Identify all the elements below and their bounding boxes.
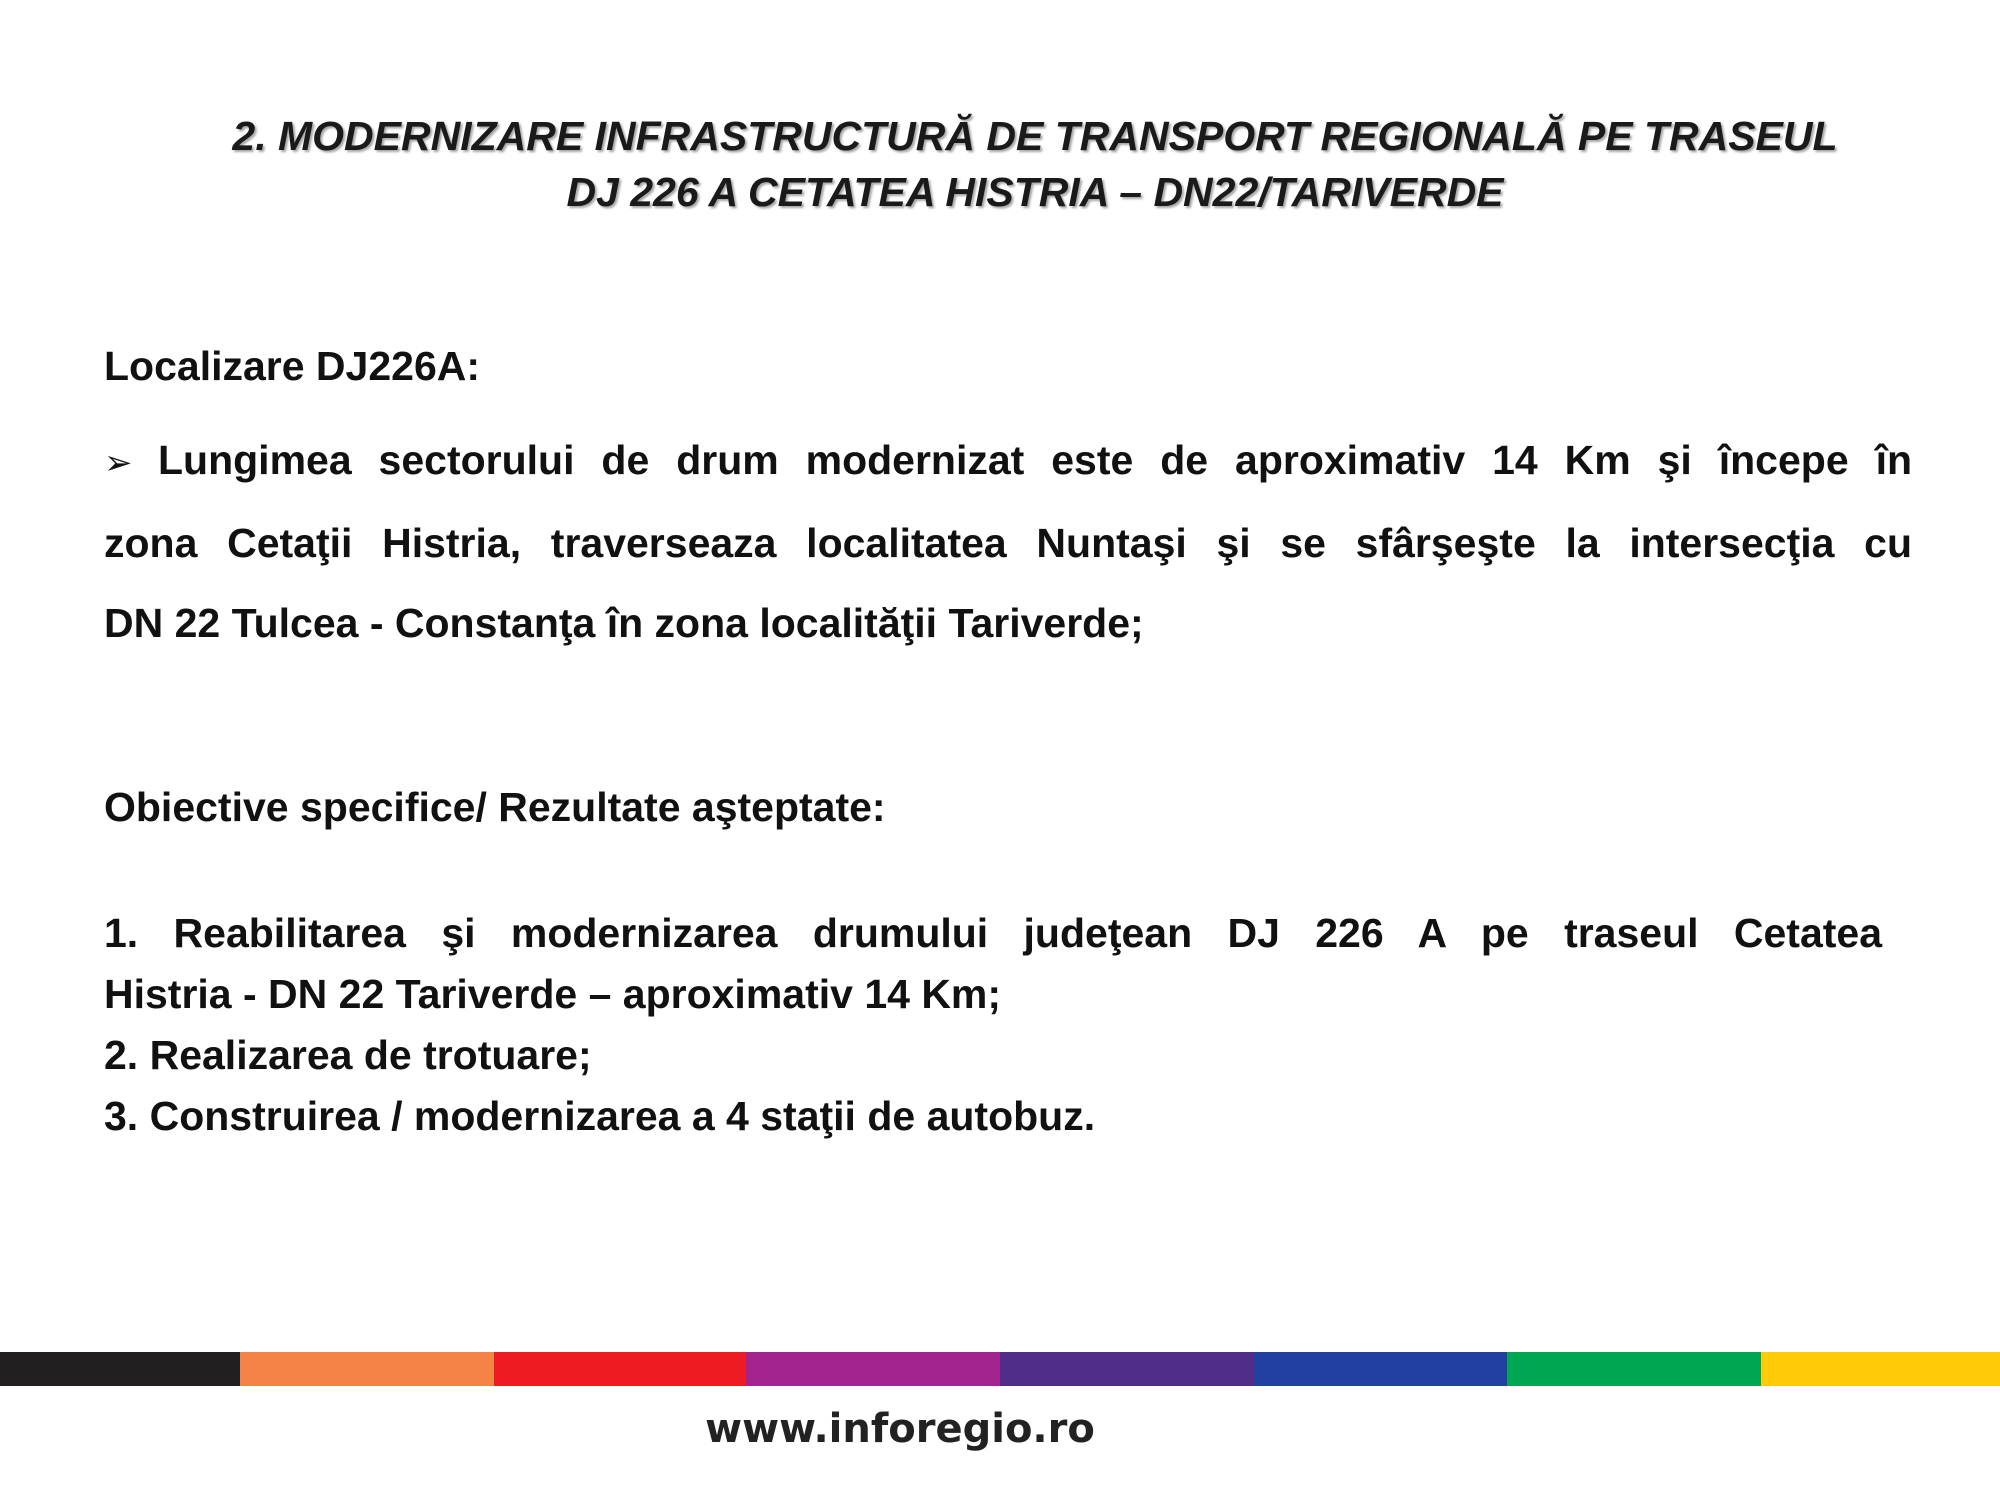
obiective-heading: Obiective specifice/ Rezultate aşteptate:	[104, 784, 886, 830]
color-bar-segment-yellow	[1761, 1352, 2000, 1386]
obiective-item-1-line-1: 1. Reabilitarea şi modernizarea drumului judeţean DJ 226 A pe traseul Cetatea	[104, 910, 1882, 956]
color-bar-segment-green	[1507, 1352, 1761, 1386]
localizare-heading: Localizare DJ226A:	[104, 343, 481, 389]
obiective-item-1-line-2: Histria - DN 22 Tariverde – aproximativ 14 Km;	[104, 971, 1002, 1017]
obiective-item-2: 2. Realizarea de trotuare;	[104, 1032, 592, 1078]
footer-website-url: www.inforegio.ro	[705, 1406, 1095, 1452]
localizare-line-1	[104, 420, 1912, 503]
color-bar-segment-orange	[240, 1352, 494, 1386]
footer-color-bar	[0, 1352, 2000, 1386]
slide-title-line-1: 2. MODERNIZARE INFRASTRUCTURĂ DE TRANSPORT REGIONALĂ PE TRASEUL	[232, 113, 1838, 159]
localizare-line-3: DN 22 Tulcea - Constanţa în zona localităţii Tariverde;	[104, 600, 1144, 646]
color-bar-segment-magenta	[746, 1352, 1000, 1386]
slide-title-line-2: DJ 226 A CETATEA HISTRIA – DN22/TARIVERDE	[566, 169, 1504, 215]
slide-title	[130, 108, 1940, 220]
localizare-line-1-text: Lungimea sectorului de drum modernizat este de aproximativ 14 Km şi începe în	[158, 437, 1912, 483]
color-bar-segment-blue	[1254, 1352, 1507, 1386]
obiective-item-3: 3. Construirea / modernizarea a 4 staţii de autobuz.	[104, 1093, 1096, 1139]
localizare-line-2: zona Cetaţii Histria, traverseaza localitatea Nuntaşi şi se sfârşeşte la intersecţia cu	[104, 520, 1912, 566]
color-bar-segment-purple	[1000, 1352, 1254, 1386]
color-bar-segment-red	[494, 1352, 746, 1386]
obiective-list	[104, 903, 1882, 1147]
arrowhead-bullet-icon: ➢	[104, 444, 133, 482]
localizare-bullet-paragraph	[104, 420, 1912, 663]
color-bar-segment-black	[0, 1352, 240, 1386]
